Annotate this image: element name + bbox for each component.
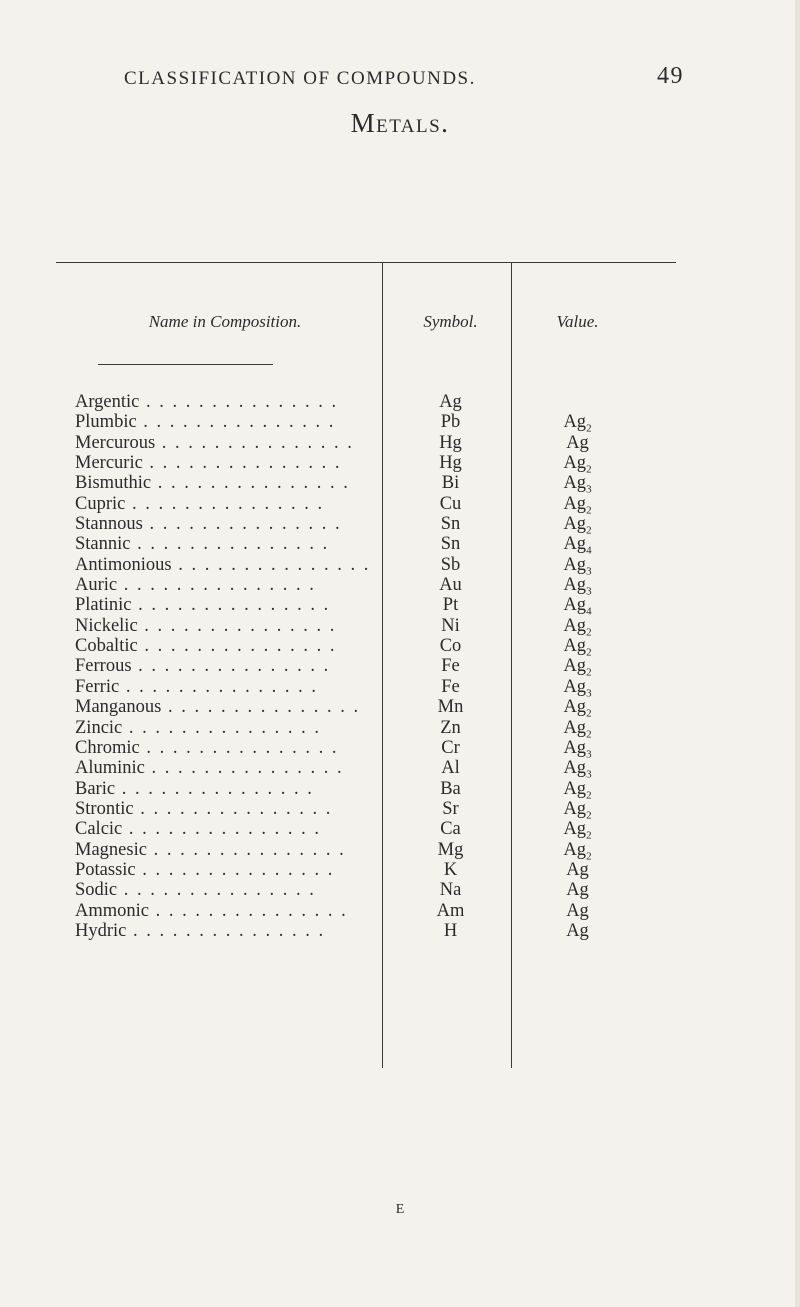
element-symbol: Hg: [439, 432, 462, 453]
valence-text: Ag: [563, 514, 587, 535]
leader-dots: . . . . . . . . . . . . . . .: [146, 839, 346, 860]
leader-dots: . . . . . . . . . . . . . . .: [144, 758, 344, 779]
compound-name-text: Magnesic: [75, 839, 147, 860]
compound-name: [75, 718, 375, 738]
compound-name: [75, 534, 375, 554]
compound-name-text: Cupric: [75, 493, 126, 514]
valence-text: Ag: [566, 859, 589, 880]
page-number: 49: [657, 63, 684, 89]
table-row: [0, 758, 800, 781]
leader-dots: . . . . . . . . . . . . . . .: [131, 656, 331, 677]
table-row: [0, 615, 800, 639]
compound-name-text: Chromic: [75, 737, 140, 758]
compound-name-text: Zincic: [75, 717, 123, 738]
valence-text: Ag: [563, 839, 587, 860]
compound-name: [75, 595, 375, 615]
compound-name-text: Calcic: [75, 819, 123, 840]
valence-text: Ag: [563, 453, 587, 474]
compound-name-text: Cobaltic: [75, 636, 138, 657]
compound-name: [75, 901, 375, 921]
element-symbol: Sb: [440, 554, 461, 575]
valence-text: Ag: [563, 575, 587, 596]
leader-dots: . . . . . . . . . . . . . . .: [117, 880, 316, 901]
valence-subscript: 3: [586, 585, 592, 598]
valence-text: Ag: [563, 493, 587, 514]
table-row: [0, 676, 800, 700]
leader-dots: . . . . . . . . . . . . . . .: [131, 595, 331, 616]
table-row: [0, 737, 800, 761]
element-symbol: H: [443, 920, 458, 941]
table-row: [0, 412, 800, 436]
valence-text: Ag: [563, 778, 587, 799]
element-symbol: Sr: [442, 798, 459, 819]
compound-name-text: Argentic: [75, 392, 140, 412]
table-row: [0, 798, 800, 822]
valence-subscript: 2: [586, 504, 592, 517]
leader-dots: . . . . . . . . . . . . . . .: [171, 554, 371, 575]
compound-name: [75, 616, 375, 636]
element-symbol: Sn: [440, 534, 461, 555]
compound-name-text: Mercurous: [75, 432, 156, 453]
leader-dots: . . . . . . . . . . . . . . .: [139, 737, 339, 758]
compound-name-text: Stannic: [75, 534, 131, 555]
compound-name: [75, 575, 375, 595]
table-row: [0, 901, 800, 921]
valence-text: Ag: [563, 819, 587, 840]
leader-dots: . . . . . . . . . . . . . . .: [122, 717, 322, 738]
compound-name: [75, 555, 375, 575]
leader-dots: . . . . . . . . . . . . . . .: [122, 819, 322, 840]
table-header-rule: [98, 364, 273, 365]
valence-subscript: 3: [586, 748, 592, 761]
valence-text: Ag: [566, 900, 589, 921]
valence-text: Ag: [563, 758, 587, 779]
leader-dots: . . . . . . . . . . . . . . .: [155, 432, 354, 453]
leader-dots: . . . . . . . . . . . . . . .: [133, 798, 333, 819]
compound-name-text: Baric: [75, 778, 116, 799]
valence-text: Ag: [563, 615, 587, 636]
table-top-rule: [56, 262, 676, 263]
compound-name-text: Antimonious: [75, 554, 172, 575]
element-symbol: Ni: [441, 615, 460, 636]
valence-subscript: 2: [586, 829, 592, 842]
compound-name: [75, 697, 375, 717]
compound-name-text: Aluminic: [75, 758, 145, 779]
compound-name: [75, 860, 375, 880]
compound-name: [75, 758, 375, 778]
valence-subscript: 2: [586, 667, 592, 680]
table-body: [0, 392, 800, 941]
compound-name-text: Nickelic: [75, 615, 138, 636]
element-symbol: Sn: [440, 514, 461, 535]
leader-dots: . . . . . . . . . . . . . . .: [137, 615, 337, 636]
compound-name: [75, 880, 375, 900]
valence-subscript: 2: [586, 728, 592, 741]
element-symbol: Ba: [440, 778, 461, 799]
valence-subscript: 2: [586, 789, 592, 802]
leader-dots: . . . . . . . . . . . . . . .: [149, 900, 348, 921]
compound-name: [75, 473, 375, 493]
element-symbol: Pt: [442, 595, 459, 616]
compound-name: [75, 392, 375, 412]
table-row: [0, 595, 800, 619]
table-row: [0, 453, 800, 476]
compound-name-text: Strontic: [75, 798, 134, 819]
leader-dots: . . . . . . . . . . . . . . .: [125, 493, 325, 514]
leader-dots: . . . . . . . . . . . . . . .: [136, 412, 336, 433]
column-header-name: Name in Composition.: [148, 312, 302, 331]
leader-dots: . . . . . . . . . . . . . . .: [130, 534, 330, 555]
element-symbol: Hg: [439, 453, 462, 474]
valence-value: [515, 921, 640, 948]
valence-subscript: 2: [586, 423, 592, 436]
compound-name-text: Bismuthic: [75, 473, 152, 494]
table-row: [0, 514, 800, 537]
valence-text: Ag: [566, 880, 589, 901]
leader-dots: . . . . . . . . . . . . . . .: [137, 636, 337, 657]
valence-text: Ag: [563, 595, 587, 616]
leader-dots: . . . . . . . . . . . . . . .: [119, 676, 318, 697]
valence-subscript: 4: [586, 545, 592, 558]
running-head: [124, 63, 684, 90]
valence-text: Ag: [563, 737, 587, 758]
valence-subscript: 2: [586, 646, 592, 659]
compound-name-text: Platinic: [75, 595, 132, 616]
element-symbol: Fe: [441, 676, 460, 697]
element-symbol: K: [443, 859, 458, 880]
leader-dots: . . . . . . . . . . . . . . .: [142, 453, 342, 474]
leader-dots: . . . . . . . . . . . . . . .: [161, 697, 361, 718]
valence-text: Ag: [563, 697, 587, 718]
compound-name-text: Sodic: [75, 880, 118, 901]
compound-name: [75, 840, 375, 860]
compound-name-text: Hydric: [75, 920, 127, 941]
valence-text: Ag: [563, 636, 587, 657]
compound-name: [75, 819, 375, 839]
section-title: Metals.: [350, 108, 450, 138]
valence-subscript: 3: [586, 687, 592, 700]
leader-dots: . . . . . . . . . . . . . . .: [151, 473, 350, 494]
table-row: [0, 921, 800, 941]
table-row: [0, 392, 800, 412]
table-row: [0, 839, 800, 863]
leader-dots: . . . . . . . . . . . . . . .: [142, 514, 342, 535]
leader-dots: . . . . . . . . . . . . . . .: [115, 778, 314, 799]
compound-name: [75, 636, 375, 656]
valence-subscript: 2: [586, 809, 592, 822]
compound-name: [75, 656, 375, 676]
valence-text: Ag: [563, 717, 587, 738]
compound-name: [75, 494, 375, 514]
element-symbol: Na: [439, 880, 462, 901]
signature-mark: E: [395, 1202, 405, 1217]
element-symbol: Ca: [440, 819, 461, 840]
compound-name-text: Auric: [75, 575, 118, 596]
leader-dots: . . . . . . . . . . . . . . .: [126, 920, 326, 941]
valence-subscript: 3: [586, 768, 592, 781]
element-symbol: Au: [439, 575, 462, 596]
table-row: [0, 473, 800, 497]
valence-subscript: 3: [586, 565, 592, 578]
valence-text: Ag: [563, 473, 587, 494]
table-row: [0, 656, 800, 680]
valence-text: Ag: [563, 554, 587, 575]
compound-name: [75, 412, 375, 432]
valence-subscript: 2: [586, 463, 592, 476]
valence-text: Ag: [563, 656, 587, 677]
valence-subscript: 2: [586, 707, 592, 720]
table-row: [0, 860, 800, 880]
compound-name: [75, 799, 375, 819]
compound-name: [75, 453, 375, 473]
compound-name: [75, 433, 375, 453]
element-symbol: Co: [439, 636, 462, 657]
valence-subscript: 2: [586, 850, 592, 863]
table-row: [0, 493, 800, 517]
leader-dots: . . . . . . . . . . . . . . .: [139, 392, 339, 412]
valence-text: Ag: [563, 534, 587, 555]
element-symbol: Bi: [441, 473, 460, 494]
element-symbol: Pb: [440, 412, 461, 433]
element-symbol: Cr: [441, 737, 460, 758]
element-symbol: Al: [441, 758, 460, 779]
valence-text: Ag: [563, 412, 587, 433]
compound-name: [75, 514, 375, 534]
leader-dots: . . . . . . . . . . . . . . .: [117, 575, 316, 596]
element-symbol: Cu: [439, 493, 462, 514]
table-row: [0, 554, 800, 578]
table-row: [0, 433, 800, 453]
element-symbol: Am: [436, 900, 465, 921]
table-row: [0, 717, 800, 741]
table-row: [0, 778, 800, 802]
table-row: [0, 636, 800, 659]
valence-subscript: 4: [586, 606, 592, 619]
valence-text: Ag: [563, 676, 587, 697]
compound-name: [75, 921, 375, 941]
table-row: [0, 819, 800, 842]
compound-name: [75, 779, 375, 799]
valence-subscript: 2: [586, 626, 592, 639]
valence-subscript: 2: [586, 524, 592, 537]
table-row: [0, 534, 800, 558]
element-symbol: Zn: [440, 717, 461, 738]
compound-name: [75, 677, 375, 697]
compound-name-text: Plumbic: [75, 412, 137, 433]
element-symbol: Mn: [437, 697, 464, 718]
table-row: [0, 880, 800, 900]
valence-text: Ag: [566, 920, 589, 941]
compound-name: [75, 738, 375, 758]
running-title: CLASSIFICATION OF COMPOUNDS.: [124, 68, 476, 89]
leader-dots: . . . . . . . . . . . . . . .: [135, 859, 335, 880]
table-row: [0, 697, 800, 720]
compound-name-text: Manganous: [75, 697, 162, 718]
valence-subscript: 3: [586, 484, 592, 497]
column-header-value: Value.: [556, 312, 599, 331]
valence-text: Ag: [563, 798, 587, 819]
compound-name-text: Ferric: [75, 676, 120, 697]
element-symbol: Fe: [441, 656, 460, 677]
compound-name-text: Potassic: [75, 859, 136, 880]
valence-text: Ag: [566, 432, 589, 453]
compound-name-text: Ferrous: [75, 656, 132, 677]
column-header-symbol: Symbol.: [423, 312, 478, 331]
compound-name-text: Ammonic: [75, 900, 149, 921]
element-symbol: Ag: [439, 392, 462, 412]
compound-name-text: Mercuric: [75, 453, 143, 474]
compound-name-text: Stannous: [75, 514, 143, 535]
element-symbol: Mg: [437, 839, 464, 860]
table-row: [0, 575, 800, 598]
